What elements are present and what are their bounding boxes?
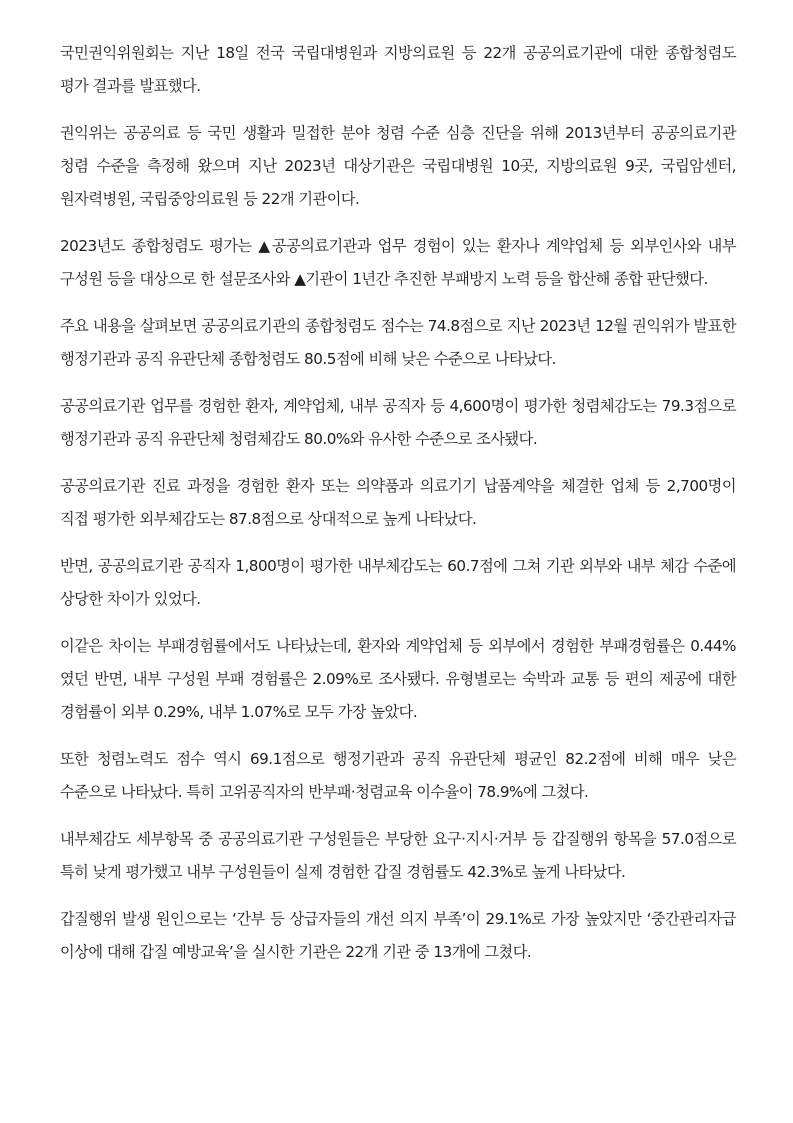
article-body bbox=[60, 37, 736, 983]
paragraph-announcement: 국민권익위원회는 지난 18일 전국 국립대병원과 지방의료원 등 22개 공공의료기관에 대한 종합청렴도 평가 결과를 발표했다. bbox=[60, 44, 736, 95]
paragraph-corruption-experience: 이같은 차이는 부패경험률에서도 나타났는데, 환자와 계약업체 등 외부에서 경험한 부패경험률은 0.44%였던 반면, 내부 구성원 부패 경험률은 2.09%로 조사됐다. 유형별로는 숙박과 교통 등 편의 제공에 대한 경험률이 외부 0.29%, 내부 1.07%로 모두 가장 높았다. bbox=[60, 637, 736, 721]
paragraph-perceived-integrity: 공공의료기관 업무를 경험한 환자, 계약업체, 내부 공직자 등 4,600명이 평가한 청렴체감도는 79.3점으로 행정기관과 공직 유관단체 청렴체감도 80.0%와 유사한 수준으로 조사됐다. bbox=[60, 397, 736, 448]
paragraph-background: 권익위는 공공의료 등 국민 생활과 밀접한 분야 청렴 수준 심층 진단을 위해 2013년부터 공공의료기관 청렴 수준을 측정해 왔으며 지난 2023년 대상기관은 국립대병원 10곳, 지방의료원 9곳, 국립암센터, 원자력병원, 국립중앙의료원 등 22개 기관이다. bbox=[60, 124, 736, 208]
paragraph-power-abuse: 내부체감도 세부항목 중 공공의료기관 구성원들은 부당한 요구·지시·거부 등 갑질행위 항목을 57.0점으로 특히 낮게 평가했고 내부 구성원들이 실제 경험한 갑질 경험률도 42.3%로 높게 나타났다. bbox=[60, 830, 736, 881]
paragraph-power-abuse-causes: 갑질행위 발생 원인으로는 ‘간부 등 상급자들의 개선 의지 부족’이 29.1%로 가장 높았지만 ‘중간관리자급 이상에 대해 갑질 예방교육’을 실시한 기관은 22개 기관 중 13개에 그쳤다. bbox=[60, 910, 736, 961]
paragraph-internal-perception: 반면, 공공의료기관 공직자 1,800명이 평가한 내부체감도는 60.7점에 그쳐 기관 외부와 내부 체감 수준에 상당한 차이가 있었다. bbox=[60, 557, 736, 608]
paragraph-integrity-effort: 또한 청렴노력도 점수 역시 69.1점으로 행정기관과 공직 유관단체 평균인 82.2점에 비해 매우 낮은 수준으로 나타났다. 특히 고위공직자의 반부패·청렴교육 이수율이 78.9%에 그쳤다. bbox=[60, 750, 736, 801]
paragraph-methodology: 2023년도 종합청렴도 평가는 ▲공공의료기관과 업무 경험이 있는 환자나 계약업체 등 외부인사와 내부 구성원 등을 대상으로 한 설문조사와 ▲기관이 1년간 추진한 부패방지 노력 등을 합산해 종합 판단했다. bbox=[60, 237, 736, 288]
paragraph-overall-score: 주요 내용을 살펴보면 공공의료기관의 종합청렴도 점수는 74.8점으로 지난 2023년 12월 권익위가 발표한 행정기관과 공직 유관단체 종합청렴도 80.5점에 비해 낮은 수준으로 나타났다. bbox=[60, 317, 736, 368]
paragraph-external-perception: 공공의료기관 진료 과정을 경험한 환자 또는 의약품과 의료기기 납품계약을 체결한 업체 등 2,700명이 직접 평가한 외부체감도는 87.8점으로 상대적으로 높게 나타났다. bbox=[60, 477, 736, 528]
